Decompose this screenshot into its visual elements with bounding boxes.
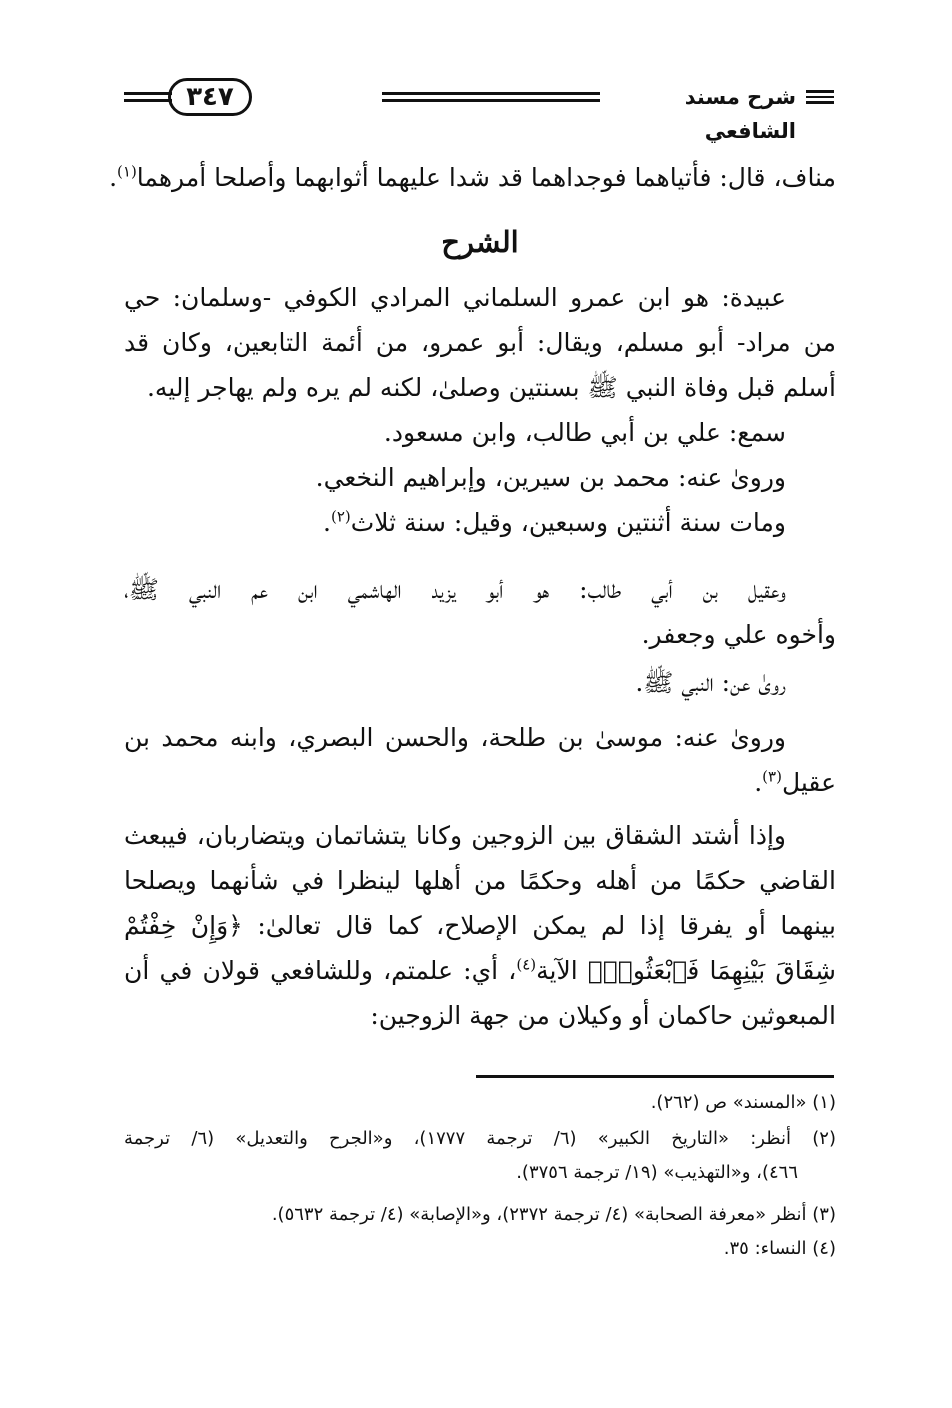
- footnote-marker: (٤): [516, 955, 537, 974]
- text-line: القاضي حكمًا من أهله وحكمًا من أهلها لينظرا في شأنهما ويصلحا: [124, 866, 836, 895]
- text-line: ومات سنة أثنتين وسبعين، وقيل: سنة ثلاث$^{(٢)}$.: [323, 507, 786, 537]
- header-rule-right: [806, 90, 834, 104]
- text-line: سمع: علي بن أبي طالب، وابن مسعود.: [383, 418, 786, 447]
- running-header: [124, 78, 834, 143]
- footnote-marker: (٣): [762, 767, 782, 786]
- text-line: وروىٰ عنه: محمد بن سيرين، وإبراهيم النخعي.: [315, 463, 786, 492]
- text-line: عبيدة: هو ابن عمرو السلماني المرادي الكوفي -وسلمان: حي: [124, 283, 786, 312]
- header-rule-left: [124, 92, 172, 102]
- text-line: بينهما أو يفرقا إذا لم يمكن الإصلاح، كما قال تعالىٰ: ﴿وَإِنْ خِفْتُمْ: [124, 911, 836, 940]
- page-number: ٣٤٧: [168, 78, 252, 116]
- text-line: روىٰ عن: النبي ﷺ.: [635, 668, 786, 697]
- text-line: وإذا أشتد الشقاق بين الزوجين وكانا يتشاتمان ويتضاربان، فيبعث: [124, 821, 786, 850]
- footnote: (١) «المسند» ص (٢٦٢).: [650, 1092, 836, 1113]
- footnote: (٣) أنظر «معرفة الصحابة» (٤/ ترجمة ٢٣٧٢)، و«الإصابة» (٤/ ترجمة ٥٦٣٢).: [271, 1204, 836, 1225]
- text-line: عقيل$^{(٣)}$.: [754, 767, 836, 797]
- section-heading: الشرح: [441, 225, 519, 259]
- footnote-marker: (١): [117, 162, 137, 181]
- text-line: من مراد- أبو مسلم، ويقال: أبو عمرو، من أئمة التابعين، وكان قد: [124, 328, 836, 357]
- text-line: وأخوه علي وجعفر.: [641, 620, 836, 649]
- text-line: مناف، قال: فأتياهما فوجداهما قد شدا عليهما أثوابهما وأصلحا أمرهما$^{(١)}$.: [109, 162, 836, 192]
- book-title: شرح مسند الشافعي: [600, 80, 796, 148]
- footnote-marker: (٢): [330, 507, 351, 526]
- footnote: (٤) النساء: ٣٥.: [723, 1238, 836, 1259]
- text-line: وروىٰ عنه: موسىٰ بن طلحة، والحسن البصري، وابنه محمد بن: [124, 723, 786, 752]
- footnote: (٢) أنظر: «التاريخ الكبير» (٦/ ترجمة ١٧٧٧)، و«الجرح والتعديل» (٦/ ترجمة: [124, 1128, 836, 1149]
- footnote-continuation: ٤٦٦)، و«التهذيب» (١٩/ ترجمة ٣٧٥٦).: [516, 1162, 798, 1183]
- text-line: المبعوثين حاكمان أو وكيلان من جهة الزوجين:: [370, 1001, 836, 1030]
- footnote-separator: [476, 1075, 834, 1078]
- text-line: وعقيل بن أبي طالب: هو أبو يزيد الهاشمي ابن عم النبي ﷺ،: [124, 575, 786, 604]
- text-line: أسلم قبل وفاة النبي ﷺ بسنتين وصلىٰ، لكنه لم يره ولم يهاجر إليه.: [146, 373, 836, 402]
- text-line: شِقَاقَ بَيْنِهِمَا فَٱبْعَثُوا۟﴾ الآية$^{(٤)}$، أي: علمتم، وللشافعي قولان في أن: [124, 955, 836, 985]
